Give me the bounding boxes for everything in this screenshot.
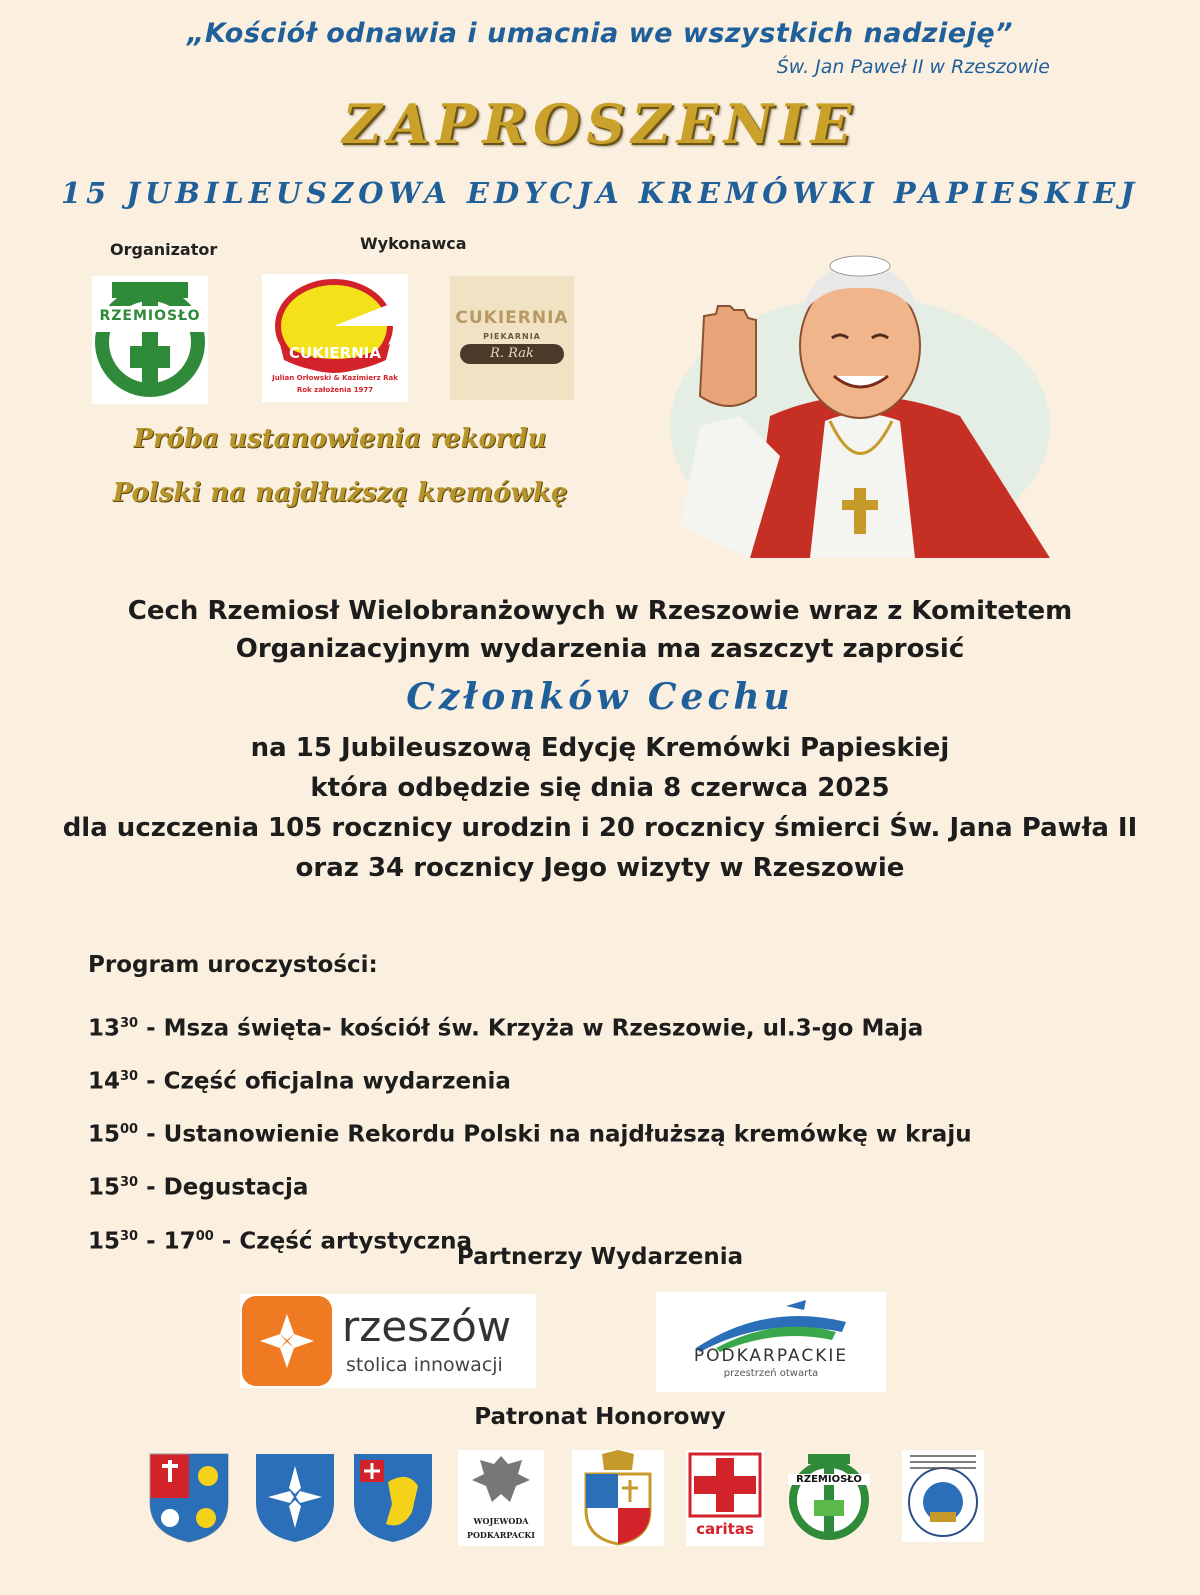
program-item: $13^{30}$ - Msza święta- kościół św. Krzyża w Rzeszowie, ul.3-go Maja <box>88 1015 924 1042</box>
record-attempt <box>40 412 640 520</box>
podkarpackie-crest-icon <box>148 1452 230 1544</box>
rzemioslo-crest-icon <box>788 1450 870 1542</box>
rzeszow-tagline: stolica innowacji <box>346 1354 503 1376</box>
rzeszow-logo <box>240 1294 536 1388</box>
page-title: ZAPROSZENIE <box>342 92 858 156</box>
program-item: $14^{30}$ - Część oficjalna wydarzenia <box>88 1068 511 1095</box>
cukiernia-founders: Julian Orłowski & Kazimierz Rak <box>272 374 398 382</box>
record-line-1: Próba ustanowienia rekordu <box>133 424 547 454</box>
invited-guests: Członków Cechu <box>406 676 794 718</box>
pope-illustration <box>660 226 1060 558</box>
wojewoda-line-2: PODKARPACKI <box>466 1530 536 1540</box>
program-item: $15^{00}$ - Ustanowienie Rekordu Polski na najdłuższą kremówkę w kraju <box>88 1121 972 1148</box>
rak-logo <box>450 276 574 400</box>
cukiernia-logo <box>262 274 408 402</box>
detail-line-1: na 15 Jubileuszową Edycję Kremówki Papieskiej <box>250 733 950 763</box>
rzeszow-name: rzeszów <box>342 1302 512 1351</box>
program-list <box>88 1000 972 1266</box>
detail-line-4: oraz 34 rocznicy Jego wizyty w Rzeszowie <box>295 853 905 883</box>
podkarpackie-name: PODKARPACKIE <box>693 1346 849 1366</box>
wojewoda-logo <box>458 1450 544 1546</box>
invitation-details <box>0 728 1200 888</box>
podkarpackie-logo <box>656 1292 886 1392</box>
partners-title: Partnerzy Wydarzenia <box>456 1244 744 1270</box>
program-item: $15^{30}$ - Degustacja <box>88 1175 309 1202</box>
cukiernia-logo-text: CUKIERNIA <box>289 344 381 362</box>
detail-line-3: dla uczczenia 105 rocznicy urodzin i 20 rocznicy śmierci Św. Jana Pawła II <box>62 813 1138 843</box>
motto-quote: „Kościół odnawia i umacnia we wszystkich nadzieję” <box>186 18 1014 49</box>
lion-crest-icon <box>352 1452 434 1544</box>
rak-logo-name: R. Rak <box>460 344 564 364</box>
organizer-label: Organizator <box>110 240 218 259</box>
invitation-intro <box>0 592 1200 668</box>
podkarpackie-tagline: przestrzeń otwarta <box>723 1368 819 1379</box>
invitation-line-2: Organizacyjnym wydarzenia ma zaszczyt zaprosić <box>235 634 965 664</box>
program-title: Program uroczystości: <box>88 952 378 978</box>
motto-author: Św. Jan Paweł II w Rzeszowie <box>776 56 1050 78</box>
patronat-title: Patronat Honorowy <box>474 1404 726 1430</box>
page-subtitle: 15 JUBILEUSZOWA EDYCJA KREMÓWKI PAPIESKIEJ <box>60 176 1140 210</box>
rzeszow-star-icon <box>242 1296 332 1386</box>
detail-line-2: która odbędzie się dnia 8 czerwca 2025 <box>310 773 890 803</box>
rak-logo-sub: PIEKARNIA <box>483 332 541 341</box>
caritas-text: caritas <box>696 1520 754 1538</box>
rzemioslo-crest-text: RZEMIOSŁO <box>788 1474 870 1485</box>
caritas-logo <box>686 1450 764 1546</box>
cukiernia-founded: Rok założenia 1977 <box>296 386 374 394</box>
rzeszow-crest-icon <box>254 1452 336 1544</box>
rzemioslo-logo-text: RZEMIOSŁO <box>99 308 201 324</box>
diocese-crest-icon <box>572 1450 664 1546</box>
rak-logo-title: CUKIERNIA <box>455 308 569 328</box>
record-line-2: Polski na najdłuższą kremówkę <box>112 478 568 508</box>
program-item: $15^{30} - 17^{00}$ - Część artystyczna <box>88 1228 472 1255</box>
rzemioslo-logo <box>92 276 208 404</box>
contractor-label: Wykonawca <box>360 234 467 253</box>
wojewoda-line-1: WOJEWODA <box>473 1516 529 1526</box>
bakers-association-logo <box>902 1450 984 1542</box>
invitation-line-1: Cech Rzemiosł Wielobranżowych w Rzeszowie wraz z Komitetem <box>127 596 1073 626</box>
